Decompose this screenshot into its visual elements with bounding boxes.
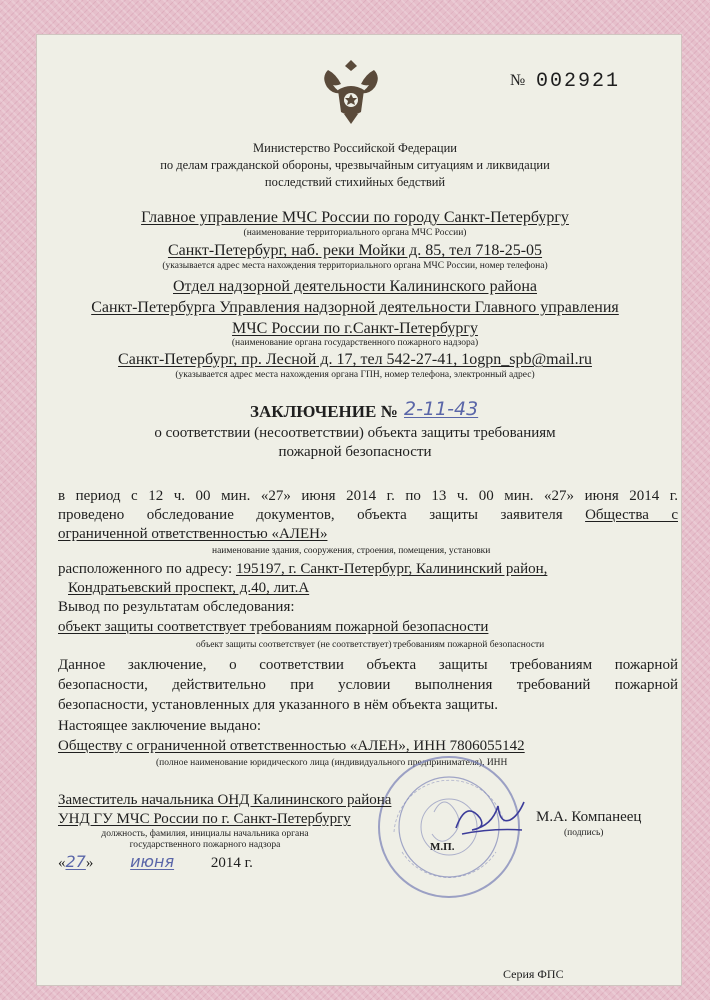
subtitle-line-2: пожарной безопасности [278, 444, 432, 460]
territorial-organ: Главное управление МЧС России по городу Санкт-Петербургу [141, 209, 569, 226]
conclusion-number: 2-11-43 [404, 398, 479, 420]
department-address: Санкт-Петербург, пр. Лесной д. 17, тел 542-27-41, 1ogpn_spb@mail.ru [118, 351, 592, 368]
address-line [58, 561, 547, 578]
supervision-department [60, 276, 650, 339]
address-label: расположенного по адресу: [58, 561, 233, 577]
date-day: 27 [65, 852, 86, 871]
address-part2: Кондратьевский проспект, д.40, лит.А [68, 580, 310, 596]
ministry-line-1: Министерство Российской Федерации [253, 141, 457, 155]
address-part1: 195197, г. Санкт-Петербург, Калининский район, [235, 561, 548, 577]
applicant-name-part1: Общества с [585, 507, 678, 523]
department-caption: (наименование органа государственного пожарного надзора) [231, 338, 479, 348]
territorial-organ-caption: (наименование территориального органа МЧС России) [243, 228, 467, 238]
territorial-address: Санкт-Петербург, наб. реки Мойки д. 85, тел 718-25-05 [167, 242, 543, 259]
department-line-2: Санкт-Петербурга Управления надзорной деятельности Главного управления [91, 299, 619, 316]
signature-caption: (подпись) [564, 828, 604, 838]
date-close-quote: » [85, 855, 94, 871]
validity-line-1: Данное заключение, о соответствии объекта защиты требованиям пожарной [58, 657, 678, 673]
position-caption-line-1: должность, фамилия, инициалы начальника органа [101, 829, 309, 839]
result-caption-2: требованиям пожарной безопасности [393, 640, 545, 650]
signatory-name: М.А. Компанеец [536, 809, 642, 825]
subtitle-line-1: о соответствии (несоответствии) объекта защиты требованиям [154, 425, 556, 441]
territorial-address-caption: (указывается адрес места нахождения территориального органа МЧС России, номер телефона) [162, 261, 548, 271]
validity-line-2: безопасности, действительно при условии выполнения требований пожарной [58, 677, 678, 693]
date-year: 2014 г. [210, 855, 253, 871]
issued-to-name: Обществу с ограниченной ответственностью «АЛЕН», ИНН 7806055142 [58, 738, 525, 754]
document-title: ЗАКЛЮЧЕНИЕ № [250, 402, 398, 421]
inspection-line-1 [58, 507, 678, 524]
validity-line-3: безопасности, установленных для указанного в нём объекта защиты. [58, 697, 498, 713]
issued-to-label: Настоящее заключение выдано: [58, 718, 262, 734]
validity-paragraph [58, 655, 678, 715]
inspection-prefix: проведено обследование документов, объекта защиты заявителя [58, 507, 563, 523]
serial-number: 002921 [536, 70, 621, 93]
document-subtitle [90, 424, 620, 462]
signatory-position [58, 791, 391, 829]
date-open-quote: « [58, 855, 66, 871]
issued-to-caption: (полное наименование юридического лица (индивидуального предпринимателя), ИНН [156, 758, 508, 768]
ministry-line-3: последствий стихийных бедствий [264, 175, 446, 189]
emblem-icon [318, 56, 384, 126]
position-caption [60, 829, 350, 851]
issue-date [58, 852, 253, 872]
position-line-2: УНД ГУ МЧС России по г. Санкт-Петербургу [58, 811, 351, 827]
result-heading: Вывод по результатам обследования: [58, 599, 295, 615]
stamp-place: М.П. [430, 841, 455, 853]
inspection-period: в период с 12 ч. 00 мин. «27» июня 2014 г. по 13 ч. 00 мин. «27» июня 2014 г. [58, 488, 678, 504]
ministry-line-2: по делам гражданской обороны, чрезвычайным ситуациям и ликвидации [160, 158, 550, 172]
result-caption-1: объект защиты соответствует (не соответствует) [196, 640, 392, 650]
department-line-3: МЧС России по г.Санкт-Петербургу [232, 320, 478, 337]
position-caption-line-2: государственного пожарного надзора [129, 840, 281, 850]
serial-label: № [510, 72, 526, 89]
result-text: объект защиты соответствует требованиям пожарной безопасности [58, 619, 489, 635]
position-line-1: Заместитель начальника ОНД Калининского района [58, 792, 392, 808]
series-label: Серия ФПС [503, 967, 564, 981]
department-address-caption: (указывается адрес места нахождения органа ГПН, номер телефона, электронный адрес) [175, 370, 535, 380]
ministry-header [90, 140, 620, 191]
object-caption: наименование здания, сооружения, строения, помещения, установки [212, 546, 491, 556]
handwritten-signature-icon [450, 794, 530, 842]
date-month: июня [130, 852, 175, 871]
applicant-name-part2: ограниченной ответственностью «АЛЕН» [58, 526, 328, 542]
department-line-1: Отдел надзорной деятельности Калининского района [173, 278, 537, 295]
